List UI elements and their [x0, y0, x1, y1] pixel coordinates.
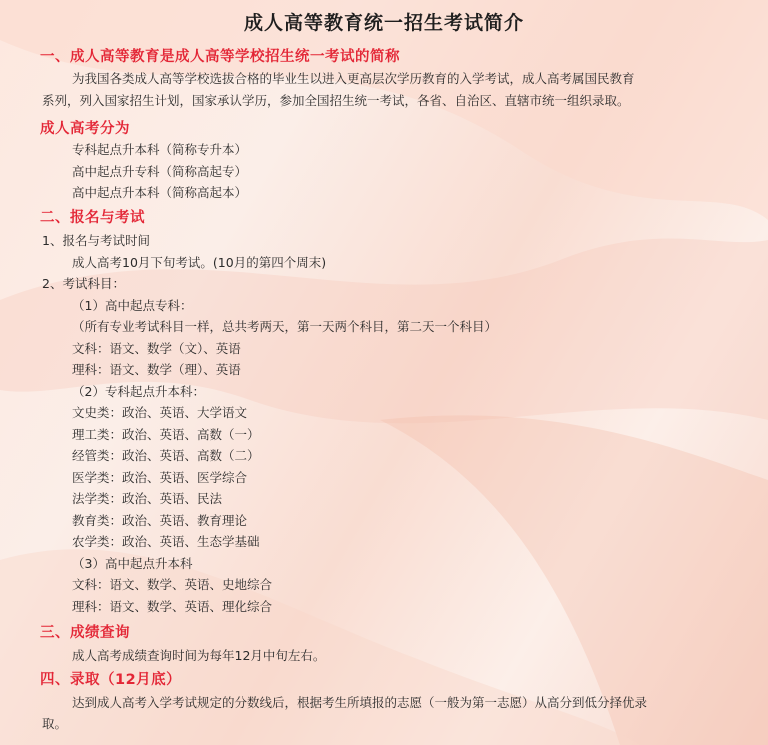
section-3-heading: 三、成绩查询: [40, 625, 130, 641]
section-1-para-line-2: 系列，列入国家招生计划，国家承认学历，参加全国招生统一考试，各省、自治区、直辖市统一组织录取。: [42, 93, 630, 108]
admission-text-line-1: 达到成人高考入学考试规定的分数线后，根据考生所填报的志愿（一般为第一志愿）从高分到低分择优录: [72, 695, 648, 710]
section-4-heading: 四、录取（12月底）: [40, 672, 182, 688]
subject-item: 农学类：政治、英语、生态学基础: [72, 534, 260, 549]
exam-time-subheading: 1、报名与考试时间: [42, 233, 150, 248]
subject-item: 医学类：政治、英语、医学综合: [72, 470, 248, 485]
subject-item: 教育类：政治、英语、教育理论: [72, 513, 248, 528]
subject-item: 理科：语文、数学（理）、英语: [72, 362, 241, 377]
group-3-title: （3）高中起点升本科: [72, 556, 193, 571]
exam-subjects-subheading: 2、考试科目：: [42, 276, 125, 291]
score-query-text: 成人高考成绩查询时间为每年12月中旬左右。: [72, 648, 326, 663]
admission-text-line-2: 取。: [42, 716, 68, 731]
section-2-heading: 二、报名与考试: [40, 210, 145, 226]
subject-item: 法学类：政治、英语、民法: [72, 491, 223, 506]
type-item: 高中起点升本科（简称高起本）: [72, 185, 248, 200]
group-1-title: （1）高中起点专科：: [72, 298, 193, 313]
exam-time-text: 成人高考10月下旬考试。(10月的第四个周末): [72, 255, 327, 270]
subject-item: 经管类：政治、英语、高数（二）: [72, 448, 260, 463]
subject-item: 理工类：政治、英语、高数（一）: [72, 427, 260, 442]
group-1-note: （所有专业考试科目一样，总共考两天，第一天两个科目，第二天一个科目）: [72, 319, 498, 334]
subject-item: 文科：语文、数学、英语、史地综合: [72, 577, 273, 592]
page-title: 成人高等教育统一招生考试简介: [243, 12, 524, 34]
type-item: 专科起点升本科（简称专升本）: [72, 142, 248, 157]
subject-item: 文科：语文、数学（文）、英语: [72, 341, 241, 356]
group-2-title: （2）专科起点升本科：: [72, 384, 205, 399]
subject-item: 理科：语文、数学、英语、理化综合: [72, 599, 273, 614]
section-1-para-line-1: 为我国各类成人高等学校选拔合格的毕业生以进入更高层次学历教育的入学考试，成人高考属国民教育: [72, 71, 635, 86]
section-1-heading: 一、成人高等教育是成人高等学校招生统一考试的简称: [40, 49, 400, 65]
subject-item: 文史类：政治、英语、大学语文: [72, 405, 248, 420]
types-heading: 成人高考分为: [40, 121, 130, 137]
type-item: 高中起点升专科（简称高起专）: [72, 164, 248, 179]
